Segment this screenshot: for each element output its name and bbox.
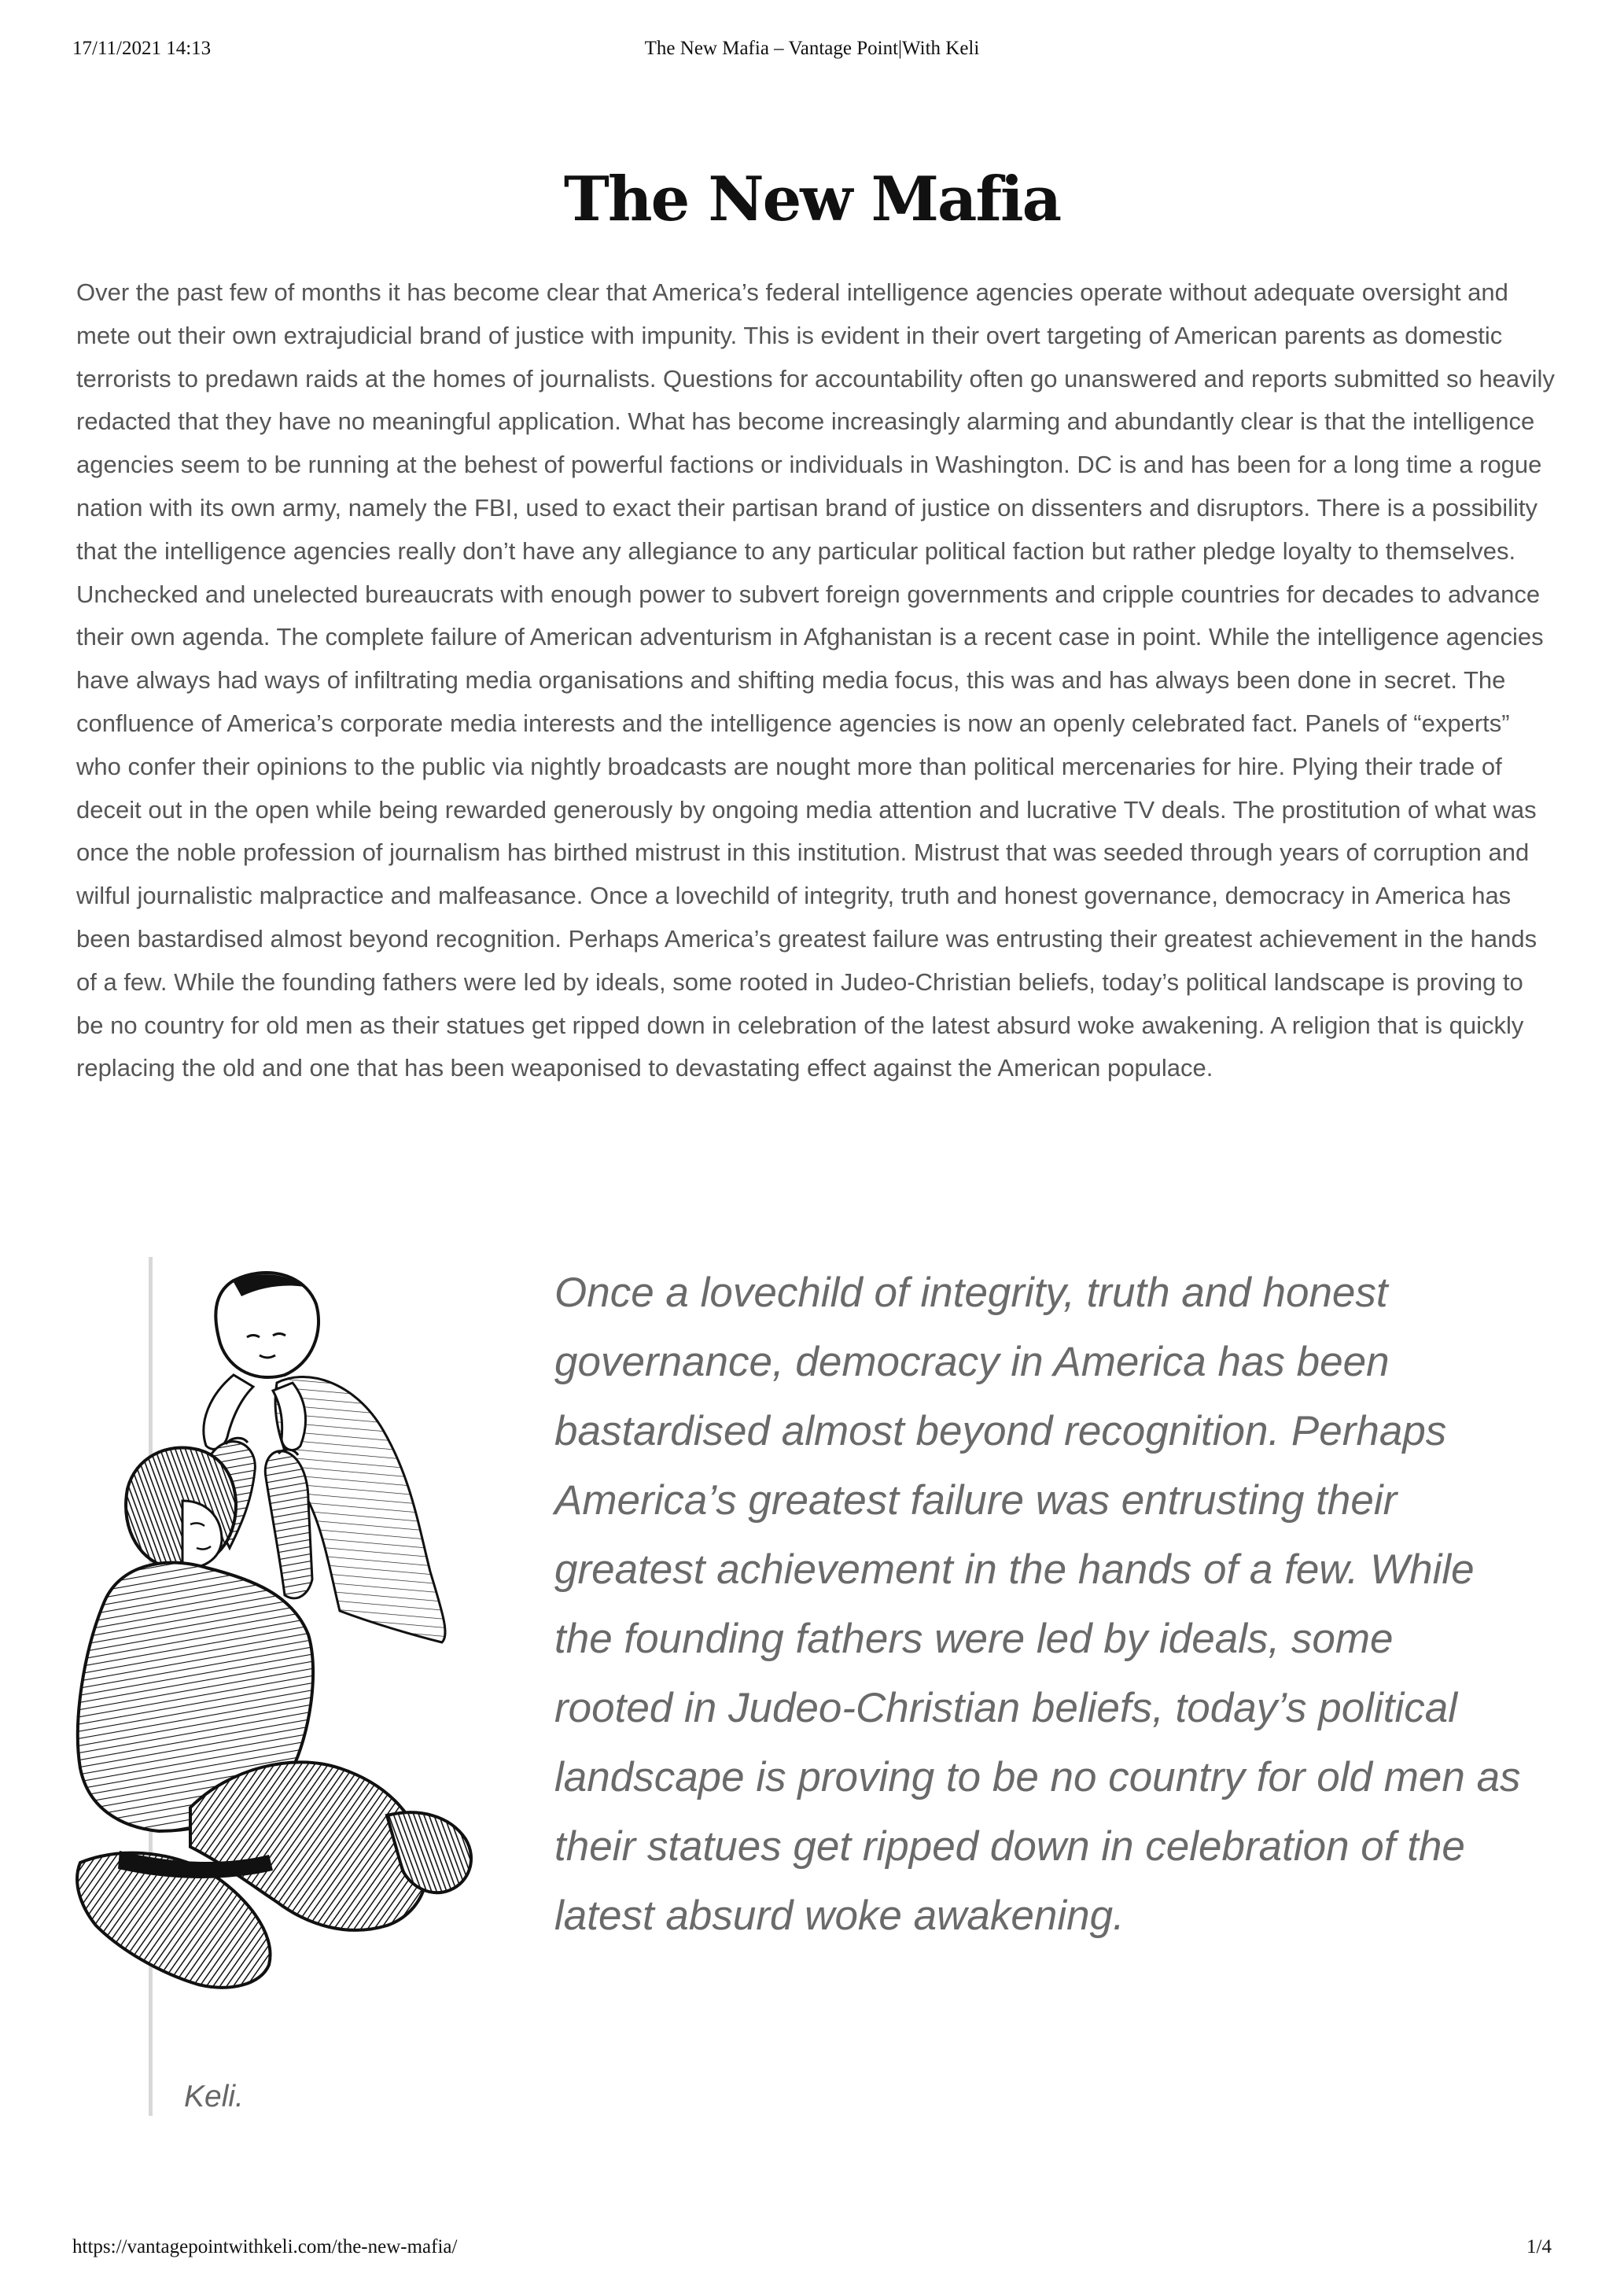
pullquote-text: Once a lovechild of integrity, truth and honest governance, democracy in America has been bastardised almost beyond recognition. Perhaps America’s greatest failure was entrusting their greatest achievement in the hands of a few. While the founding fathers were led by ideals, some rooted in Judeo-Christian beliefs, today’s political landscape is proving to be no country for old men as their statues get ripped down in celebration of the latest absurd woke awakening.: [554, 1270, 1521, 1939]
print-footer: [72, 2236, 1552, 2268]
article-title: The New Mafia: [563, 164, 1061, 235]
print-header: [72, 38, 1552, 69]
father-lifting-baby-illustration: [72, 1265, 532, 1996]
pullquote-attribution: Keli.: [184, 2080, 244, 2114]
page-number: 1/4: [1526, 2236, 1552, 2257]
print-timestamp: 17/11/2021 14:13: [72, 38, 212, 59]
print-page-title: The New Mafia – Vantage Point|With Keli: [644, 38, 980, 59]
article-body: Over the past few of months it has become clear that America’s federal intelligence agencies operate without adequate oversight and mete out their own extrajudicial brand of justice with impunity. This is evident in their overt targeting of American parents as domestic terrorists to predawn raids at the homes of journalists. Questions for accountability often go unanswered and reports submitted so heavily redacted that they have no meaningful application. What has become increasingly alarming and abundantly clear is that the intelligence agencies seem to be running at the behest of powerful factions or individuals in Washington. DC is and has been for a long time a rogue nation with its own army, namely the FBI, used to exact their partisan brand of justice on dissenters and disruptors. There is a possibility that the intelligence agencies really don’t have any allegiance to any particular political faction but rather pledge loyalty to themselves. Unchecked and unelected bureaucrats with enough power to subvert foreign governments and cripple countries for decades to advance their own agenda. The complete failure of American adventurism in Afghanistan is a recent case in point. While the intelligence agencies have always had ways of infiltrating media organisations and shifting media focus, this was and has always been done in secret. The confluence of America’s corporate media interests and the intelligence agencies is now an openly celebrated fact. Panels of “experts” who confer their opinions to the public via nightly broadcasts are nought more than political mercenaries for hire. Plying their trade of deceit out in the open while being rewarded generously by ongoing media attention and lucrative TV deals. The prostitution of what was once the noble profession of journalism has birthed mistrust in this institution. Mistrust that was seeded through years of corruption and wilful journalistic malpractice and malfeasance. Once a lovechild of integrity, truth and honest governance, democracy in America has been bastardised almost beyond recognition. Perhaps America’s greatest failure was entrusting their greatest achievement in the hands of a few. While the founding fathers were led by ideals, some rooted in Judeo-Christian beliefs, today’s political landscape is proving to be no country for old men as their statues get ripped down in celebration of the latest absurd woke awakening. A religion that is quickly replacing the old and one that has been weaponised to devastating effect against the American populace.: [76, 278, 1555, 1082]
page-url: https://vantagepointwithkeli.com/the-new-mafia/: [72, 2236, 458, 2257]
